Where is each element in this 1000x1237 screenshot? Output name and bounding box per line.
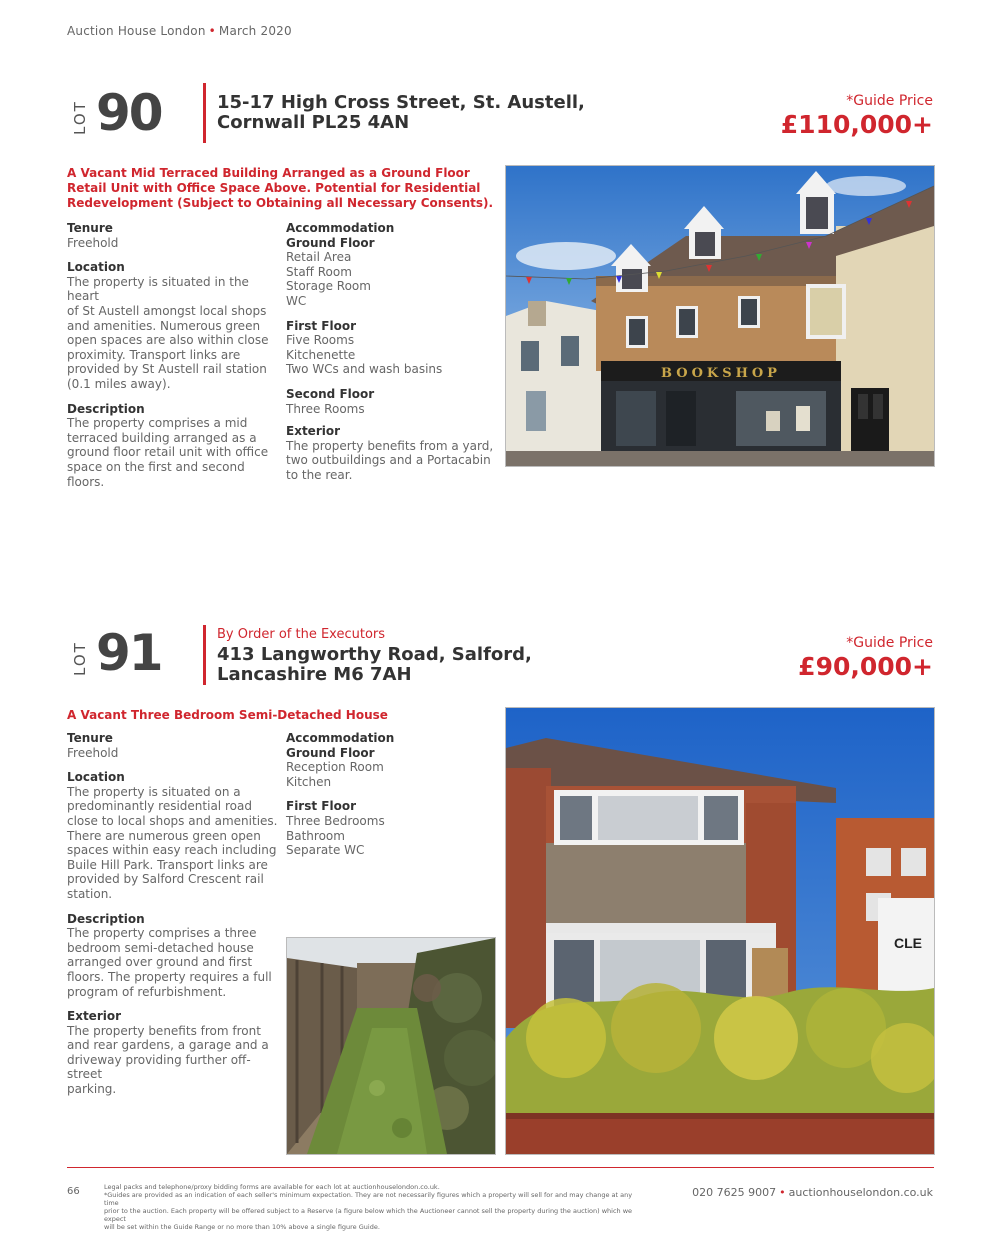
tenure-value: Freehold — [67, 235, 119, 250]
description-line: program of refurbishment. — [67, 984, 227, 999]
description-line: The property comprises a three — [67, 926, 257, 941]
location-line: predominantly residential road — [67, 799, 252, 814]
lot-91-left-column — [67, 731, 279, 1097]
contact-dot: • — [779, 1186, 786, 1199]
location-line: close to local shops and amenities. — [67, 813, 278, 828]
location-line: provided by St Austell rail station — [67, 362, 267, 377]
lot-91-accommodation-column — [286, 731, 496, 858]
lot-91-guide-price: £90,000+ — [798, 652, 933, 681]
first-floor-heading: First Floor — [286, 318, 357, 333]
location-line: The property is situated in the heart — [67, 274, 249, 304]
lot-91-headline: A Vacant Three Bedroom Semi-Detached House — [67, 708, 388, 722]
exterior-heading: Exterior — [67, 1009, 122, 1024]
location-line: and amenities. Numerous green — [67, 318, 261, 333]
ground-floor-item: Kitchen — [286, 774, 332, 789]
location-heading: Location — [67, 770, 125, 785]
lot-91-property-photo — [505, 707, 935, 1155]
sign-board-text: CLE — [894, 935, 922, 951]
description-line: bedroom semi-detached house — [67, 940, 254, 955]
first-floor-item: Bathroom — [286, 828, 345, 843]
ground-floor-heading: Ground Floor — [286, 235, 375, 250]
second-floor-heading: Second Floor — [286, 386, 375, 401]
second-floor-item: Three Rooms — [286, 401, 365, 416]
lot-90-label: LOT — [71, 100, 89, 135]
lot-91-guide-label: *Guide Price — [846, 635, 933, 651]
lot-90-headline-line: Redevelopment (Subject to Obtaining all Necessary Consents). — [67, 196, 494, 210]
lot-90-address-line1: 15-17 High Cross Street, St. Austell, — [217, 92, 585, 113]
location-line: open spaces are also within close — [67, 333, 269, 348]
phone-number: 020 7625 9007 — [692, 1186, 777, 1199]
page-header — [67, 24, 292, 38]
description-line: floors. — [67, 474, 105, 489]
lot-90-guide-price: £110,000+ — [780, 110, 933, 139]
footer-contact — [692, 1186, 933, 1199]
tenure-heading: Tenure — [67, 221, 113, 235]
first-floor-item: Two WCs and wash basins — [286, 362, 443, 377]
rear-garden-illustration — [287, 938, 495, 1154]
legal-line: prior to the auction. Each property will be offered subject to a Reserve (a figure below which the Auctioneer cannot sell the property during the auction) which we expect — [104, 1207, 633, 1223]
exterior-line: driveway providing further off-street — [67, 1052, 251, 1082]
description-heading: Description — [67, 911, 145, 926]
first-floor-heading: First Floor — [286, 799, 357, 814]
lot-90-guide-label: *Guide Price — [846, 93, 933, 109]
tenure-value: Freehold — [67, 745, 119, 760]
location-line: (0.1 miles away). — [67, 376, 171, 391]
description-line: terraced building arranged as a — [67, 430, 257, 445]
header-dot: • — [208, 24, 216, 38]
lot-91-label: LOT — [71, 641, 89, 676]
ground-floor-heading: Ground Floor — [286, 745, 375, 760]
legal-line: Legal packs and telephone/proxy bidding forms are available for each lot at auctionhouselondon.co.uk. — [104, 1183, 440, 1191]
first-floor-item: Kitchenette — [286, 347, 356, 362]
location-heading: Location — [67, 260, 125, 275]
exterior-heading: Exterior — [286, 424, 341, 439]
lot-90-headline — [67, 166, 497, 211]
lot-91-address-line1: 413 Langworthy Road, Salford, — [217, 644, 532, 665]
first-floor-item: Five Rooms — [286, 333, 355, 348]
lot-91-address-line2: Lancashire M6 7AH — [217, 664, 412, 685]
description-heading: Description — [67, 401, 145, 416]
description-line: arranged over ground and first — [67, 955, 253, 970]
bookshop-sign-text: BOOKSHOP — [661, 366, 781, 381]
first-floor-item: Separate WC — [286, 843, 365, 858]
location-line: provided by Salford Crescent rail — [67, 872, 264, 887]
lot-90-address-line2: Cornwall PL25 4AN — [217, 112, 410, 133]
ground-floor-item: Reception Room — [286, 760, 384, 775]
lot-91-garden-photo — [286, 937, 496, 1155]
bookshop-building-illustration — [506, 166, 934, 466]
location-line: station. — [67, 886, 113, 901]
ground-floor-item: Staff Room — [286, 264, 352, 279]
ground-floor-item: WC — [286, 293, 307, 308]
location-line: spaces within easy reach including — [67, 843, 277, 858]
tenure-heading: Tenure — [67, 731, 113, 745]
exterior-line: two outbuildings and a Portacabin — [286, 453, 491, 468]
lot-91-address — [217, 645, 532, 685]
description-line: ground floor retail unit with office — [67, 445, 269, 460]
description-line: floors. The property requires a full — [67, 969, 272, 984]
description-line: space on the first and second — [67, 459, 245, 474]
footer-rule — [67, 1167, 934, 1168]
accommodation-heading: Accommodation — [286, 731, 395, 745]
lot-90-divider — [203, 83, 206, 143]
exterior-line: to the rear. — [286, 467, 353, 482]
issue-date: March 2020 — [218, 24, 292, 38]
location-line: of St Austell amongst local shops — [67, 303, 267, 318]
ground-floor-item: Storage Room — [286, 279, 371, 294]
lot-91-executors-note: By Order of the Executors — [217, 627, 386, 642]
location-line: Buile Hill Park. Transport links are — [67, 857, 268, 872]
exterior-line: The property benefits from a yard, — [286, 438, 494, 453]
publisher-name: Auction House London — [67, 24, 206, 38]
legal-line: *Guides are provided as an indication of each seller's minimum expectation. They are not necessarily figures which a property will sell for and may change at any time — [104, 1191, 633, 1207]
semi-detached-house-illustration — [506, 708, 934, 1154]
website-link[interactable]: auctionhouselondon.co.uk — [788, 1186, 933, 1199]
lot-91-divider — [203, 625, 206, 685]
lot-90-address — [217, 93, 585, 133]
description-line: The property comprises a mid — [67, 416, 248, 431]
page-number: 66 — [67, 1186, 80, 1197]
lot-90-left-column — [67, 221, 277, 489]
lot-90-property-photo — [505, 165, 935, 467]
location-line: proximity. Transport links are — [67, 347, 241, 362]
exterior-line: parking. — [67, 1082, 117, 1097]
lot-91-number: 91 — [96, 624, 162, 682]
lot-90-headline-line: A Vacant Mid Terraced Building Arranged as a Ground Floor — [67, 166, 470, 180]
exterior-line: The property benefits from front — [67, 1023, 261, 1038]
ground-floor-item: Retail Area — [286, 250, 352, 265]
accommodation-heading: Accommodation — [286, 221, 395, 235]
lot-90-accommodation-column — [286, 221, 496, 483]
lot-90-headline-line: Retail Unit with Office Space Above. Potential for Residential — [67, 181, 481, 195]
legal-line: will be set within the Guide Range or no more than 10% above a single figure Guide. — [104, 1223, 380, 1231]
footer-legal-text — [104, 1183, 644, 1231]
location-line: There are numerous green open — [67, 828, 261, 843]
first-floor-item: Three Bedrooms — [286, 813, 385, 828]
location-line: The property is situated on a — [67, 784, 241, 799]
exterior-line: and rear gardens, a garage and a — [67, 1038, 269, 1053]
lot-90-number: 90 — [96, 84, 162, 142]
